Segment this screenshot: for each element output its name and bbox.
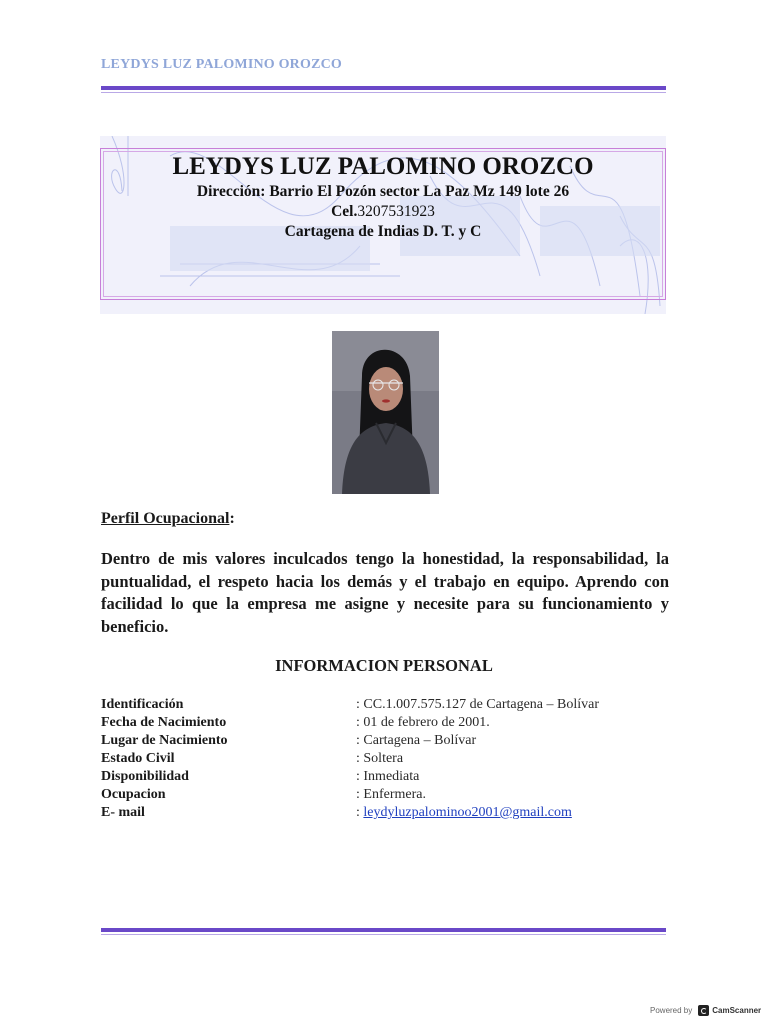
info-value <box>356 804 572 822</box>
info-value: : CC.1.007.575.127 de Cartagena – Bolívar <box>356 697 600 712</box>
running-header-title: LEYDYS LUZ PALOMINO OROZCO <box>101 57 343 72</box>
city-line: Cartagena de Indias D. T. y C <box>284 223 482 240</box>
info-row-birth-place <box>101 732 599 750</box>
info-label: Ocupacion <box>101 787 166 802</box>
phone-line <box>100 202 666 222</box>
camscanner-brand-text: CamScanner <box>712 1005 762 1015</box>
profile-heading-text: Perfil Ocupacional <box>101 510 230 527</box>
info-value: : Cartagena – Bolívar <box>356 733 477 748</box>
info-value: : Inmediata <box>356 769 420 784</box>
info-value: : Soltera <box>356 751 404 766</box>
email-link[interactable]: leydyluzpalominoo2001@gmail.com <box>363 805 572 820</box>
info-label: Lugar de Nacimiento <box>101 733 228 748</box>
profile-photo <box>332 331 439 494</box>
powered-by-text: Powered by <box>650 1005 693 1015</box>
phone-label: Cel. <box>331 203 358 220</box>
info-value: : 01 de febrero de 2001. <box>356 715 490 730</box>
top-divider <box>101 86 666 93</box>
info-row-email <box>101 804 599 822</box>
profile-heading-colon: : <box>229 510 235 527</box>
camscanner-watermark <box>650 1002 761 1018</box>
info-label: Identificación <box>101 697 184 712</box>
personal-info-table <box>101 696 599 822</box>
camscanner-logo-icon <box>698 1005 709 1016</box>
info-label: Fecha de Nacimiento <box>101 715 227 730</box>
info-row-civil-status <box>101 750 599 768</box>
bottom-divider <box>101 928 666 935</box>
info-row-occupation <box>101 786 599 804</box>
profile-heading <box>101 510 235 528</box>
profile-paragraph: Dentro de mis valores inculcados tengo la honestidad, la responsabilidad, la puntualidad, el respeto hacia los demás y el trabajo en equipo. Aprendo con facilidad lo que la empresa me asigne y necesite para su funcionamiento y beneficio. <box>101 549 669 636</box>
address-line: Dirección: Barrio El Pozón sector La Paz Mz 149 lote 26 <box>196 183 570 200</box>
info-label: E- mail <box>101 805 145 820</box>
candidate-name: LEYDYS LUZ PALOMINO OROZCO <box>172 153 594 180</box>
info-label: Disponibilidad <box>101 769 189 784</box>
info-row-identification <box>101 696 599 714</box>
header-banner <box>100 136 666 314</box>
email-prefix: : <box>356 805 364 820</box>
info-label: Estado Civil <box>101 751 175 766</box>
info-row-availability <box>101 768 599 786</box>
info-value: : Enfermera. <box>356 787 426 802</box>
info-row-birth-date <box>101 714 599 732</box>
personal-info-title: INFORMACION PERSONAL <box>275 656 493 675</box>
phone-value: 3207531923 <box>357 203 435 220</box>
